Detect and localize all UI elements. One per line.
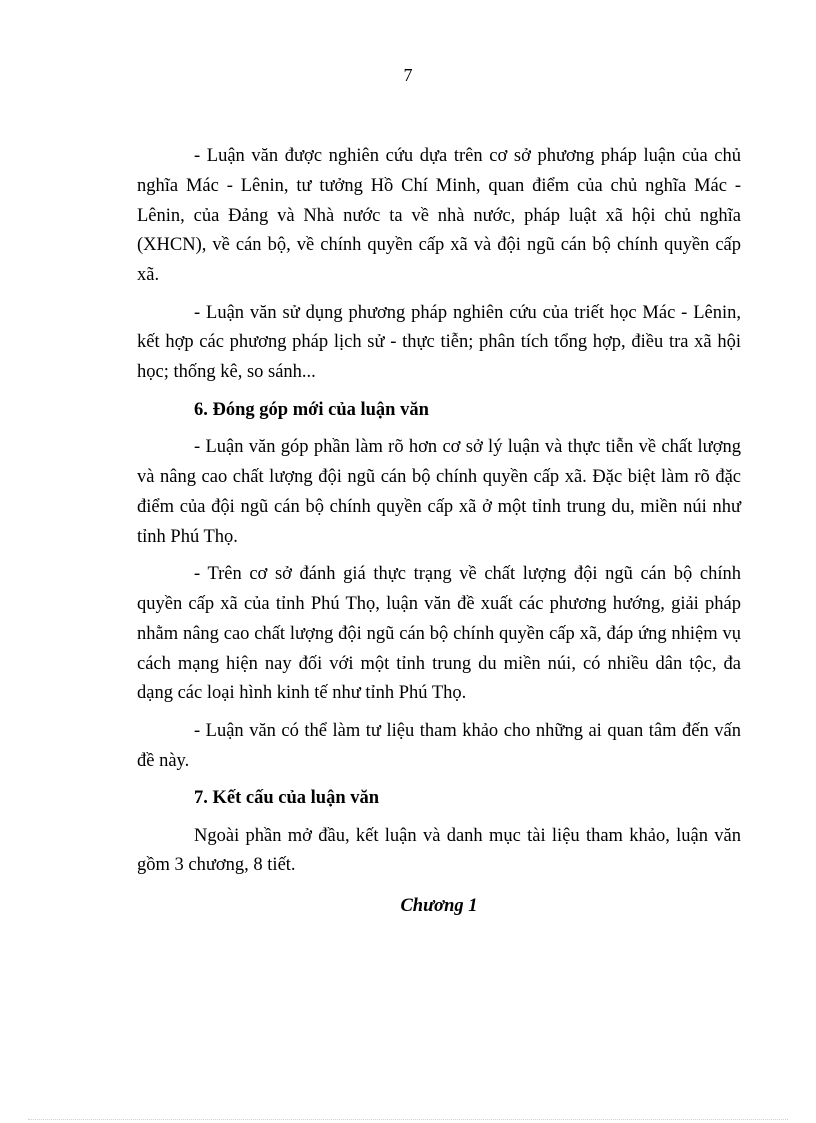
paragraph-contribution-reference: - Luận văn có thể làm tư liệu tham khảo cho những ai quan tâm đến vấn đề này.	[137, 720, 741, 771]
paragraph-methodology-basis: - Luận văn được nghiên cứu dựa trên cơ sở phương pháp luận của chủ nghĩa Mác - Lênin, tư tưởng Hồ Chí Minh, quan điểm của chủ nghĩa Mác - Lênin, của Đảng và Nhà nước ta về nhà nước, pháp luật xã hội chủ nghĩa (XHCN), về cán bộ, về chính quyền cấp xã và đội ngũ cán bộ chính quyền cấp xã.	[137, 146, 741, 286]
page-bottom-divider	[28, 1119, 788, 1120]
chapter-title: Chương 1	[400, 895, 478, 916]
paragraph-thesis-structure: Ngoài phần mở đầu, kết luận và danh mục tài liệu tham khảo, luận văn gồm 3 chương, 8 tiết.	[137, 825, 741, 876]
page-number: 7	[403, 65, 413, 85]
paragraph-research-methods: - Luận văn sử dụng phương pháp nghiên cứu của triết học Mác - Lênin, kết hợp các phương pháp lịch sử - thực tiễn; phân tích tổng hợp, điều tra xã hội học; thống kê, so sánh...	[137, 302, 741, 383]
document-body	[137, 142, 741, 922]
paragraph-contribution-solutions: - Trên cơ sở đánh giá thực trạng về chất lượng đội ngũ cán bộ chính quyền cấp xã của tỉnh Phú Thọ, luận văn đề xuất các phương hướng, giải pháp nhằm nâng cao chất lượng đội ngũ cán bộ chính quyền cấp xã, đáp ứng nhiệm vụ cách mạng hiện nay đối với một tỉnh trung du miền núi, có nhiều dân tộc, đa dạng các loại hình kinh tế như tỉnh Phú Thọ.	[137, 564, 741, 704]
section-heading-new-contributions: 6. Đóng góp mới của luận văn	[194, 399, 429, 420]
paragraph-contribution-theory: - Luận văn góp phần làm rõ hơn cơ sở lý luận và thực tiễn về chất lượng và nâng cao chất lượng đội ngũ cán bộ chính quyền cấp xã. Đặc biệt làm rõ đặc điểm của đội ngũ cán bộ chính quyền cấp xã ở một tỉnh trung du, miền núi như tỉnh Phú Thọ.	[137, 437, 741, 547]
section-heading-thesis-structure: 7. Kết cấu của luận văn	[194, 788, 380, 809]
